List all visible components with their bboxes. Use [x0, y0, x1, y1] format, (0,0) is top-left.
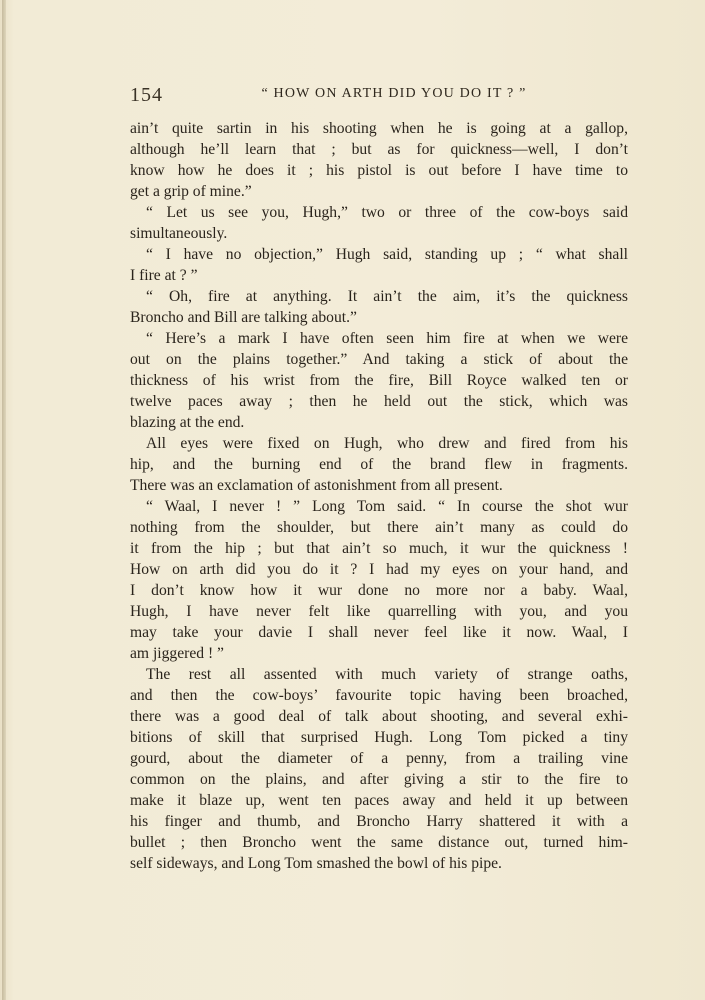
text-line: his finger and thumb, and Broncho Harry shattered it with a — [130, 813, 628, 830]
text-line: Broncho and Bill are talking about.” — [130, 309, 357, 326]
text-line: “ Here’s a mark I have often seen him fire at when we were — [146, 330, 628, 347]
text-line: blazing at the end. — [130, 414, 245, 431]
body-text — [130, 118, 628, 874]
text-line: The rest all assented with much variety of strange oaths, — [146, 666, 628, 683]
text-line: may take your davie I shall never feel like it now. Waal, I — [130, 624, 628, 641]
text-line: get a grip of mine.” — [130, 183, 252, 200]
text-line: “ Waal, I never ! ” Long Tom said. “ In course the shot wur — [146, 498, 628, 515]
text-line: make it blaze up, went ten paces away and held it up between — [130, 792, 628, 809]
text-line: gourd, about the diameter of a penny, from a trailing vine — [130, 750, 628, 767]
text-line: There was an exclamation of astonishment from all present. — [130, 477, 503, 494]
text-line: I don’t know how it wur done no more nor a baby. Waal, — [130, 582, 628, 599]
text-line: know how he does it ; his pistol is out before I have time to — [130, 162, 628, 179]
text-line: ain’t quite sartin in his shooting when he is going at a gallop, — [130, 120, 628, 137]
text-line: All eyes were fixed on Hugh, who drew and fired from his — [146, 435, 628, 452]
text-line: bitions of skill that surprised Hugh. Long Tom picked a tiny — [130, 729, 628, 746]
text-line: How on arth did you do it ? I had my eyes on your hand, and — [130, 561, 628, 578]
text-line: there was a good deal of talk about shooting, and several exhi- — [130, 708, 628, 725]
text-line: bullet ; then Broncho went the same distance out, turned him- — [130, 834, 628, 851]
text-line: am jiggered ! ” — [130, 645, 224, 662]
text-line: thickness of his wrist from the fire, Bill Royce walked ten or — [130, 372, 628, 389]
text-line: “ Oh, fire at anything. It ain’t the aim, it’s the quickness — [146, 288, 628, 305]
text-line: hip, and the burning end of the brand flew in fragments. — [130, 456, 628, 473]
page-header — [130, 84, 628, 108]
text-line: twelve paces away ; then he held out the stick, which was — [130, 393, 628, 410]
running-head: “ HOW ON ARTH DID YOU DO IT ? ” — [261, 86, 527, 101]
text-line: although he’ll learn that ; but as for quickness—well, I don’t — [130, 141, 628, 158]
text-line: nothing from the shoulder, but there ain’t many as could do — [130, 519, 628, 536]
text-line: Hugh, I have never felt like quarrelling with you, and you — [130, 603, 628, 620]
text-line: out on the plains together.” And taking a stick of about the — [130, 351, 628, 368]
page-number: 154 — [130, 84, 163, 106]
text-line: self sideways, and Long Tom smashed the bowl of his pipe. — [130, 855, 502, 872]
text-line: common on the plains, and after giving a stir to the fire to — [130, 771, 628, 788]
text-line: and then the cow-boys’ favourite topic having been broached, — [130, 687, 628, 704]
text-line: “ Let us see you, Hugh,” two or three of the cow-boys said — [146, 204, 628, 221]
text-line: simultaneously. — [130, 225, 228, 242]
text-line: I fire at ? ” — [130, 267, 198, 284]
page-binding-edge — [2, 0, 6, 1000]
text-line: it from the hip ; but that ain’t so much, it wur the quickness ! — [130, 540, 628, 557]
text-line: “ I have no objection,” Hugh said, standing up ; “ what shall — [146, 246, 628, 263]
